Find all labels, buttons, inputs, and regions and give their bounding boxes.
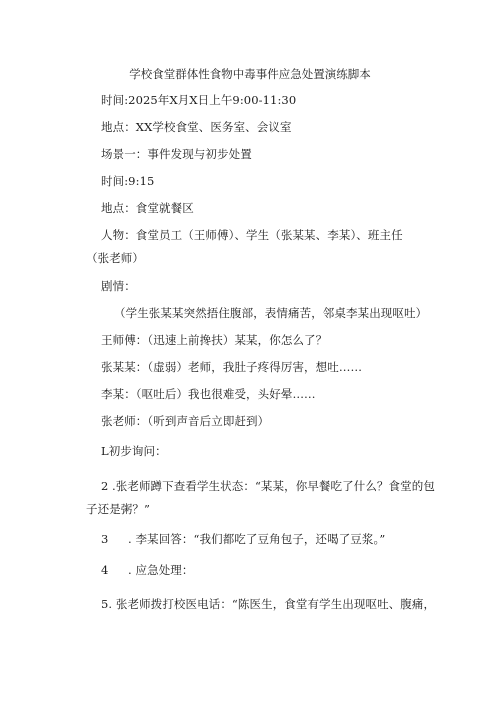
step-text: 5. 张老师拨打校医电话：“陈医生，食堂有学生出现呕吐、腹痛， <box>101 597 436 611</box>
characters-line-continued: （张老师） <box>86 251 144 265</box>
dialogue-line: 张老师：（听到声音后立即赶到） <box>101 414 270 428</box>
characters-line: 人物：食堂员工（王师傅）、学生（张某某、李某）、班主任 <box>101 228 403 242</box>
scene-title: 场景一：事件发现与初步处置 <box>101 147 252 161</box>
step-item: L初步询问： <box>101 444 167 458</box>
dialogue-line: 王师傅：（迅速上前搀扶）某某，你怎么了？ <box>101 333 328 347</box>
step-text-continued: 子还是粥？” <box>86 502 150 516</box>
step-number: 2 <box>101 479 109 493</box>
step-text: .张老师蹲下查看学生状态：“某某，你早餐吃了什么？食堂的包 <box>112 479 435 493</box>
stage-direction: （学生张某某突然捂住腹部，表情痛苦，邻桌李某出现呕吐） <box>114 306 428 320</box>
location-line: 地点：XX学校食堂、医务室、会议室 <box>101 120 292 134</box>
step-number: 3 <box>101 532 109 546</box>
document-title: 学校食堂群体性食物中毒事件应急处置演练脚本 <box>129 67 371 81</box>
step-text: . 李某回答：“我们都吃了豆角包子，还喝了豆浆。” <box>128 532 386 546</box>
scene-location: 地点：食堂就餐区 <box>101 201 194 215</box>
step-text: . 应急处理： <box>128 563 194 577</box>
step-number: 4 <box>101 563 109 577</box>
plot-label: 剧情： <box>101 279 136 293</box>
time-line: 时间:2025年X月X日上午9:00-11:30 <box>101 93 297 107</box>
scene-time: 时间:9:15 <box>101 174 155 188</box>
dialogue-line: 张某某：（虚弱）老师，我肚子疼得厉害，想吐…… <box>101 360 363 374</box>
dialogue-line: 李某：（呕吐后）我也很难受，头好晕…… <box>101 387 316 401</box>
